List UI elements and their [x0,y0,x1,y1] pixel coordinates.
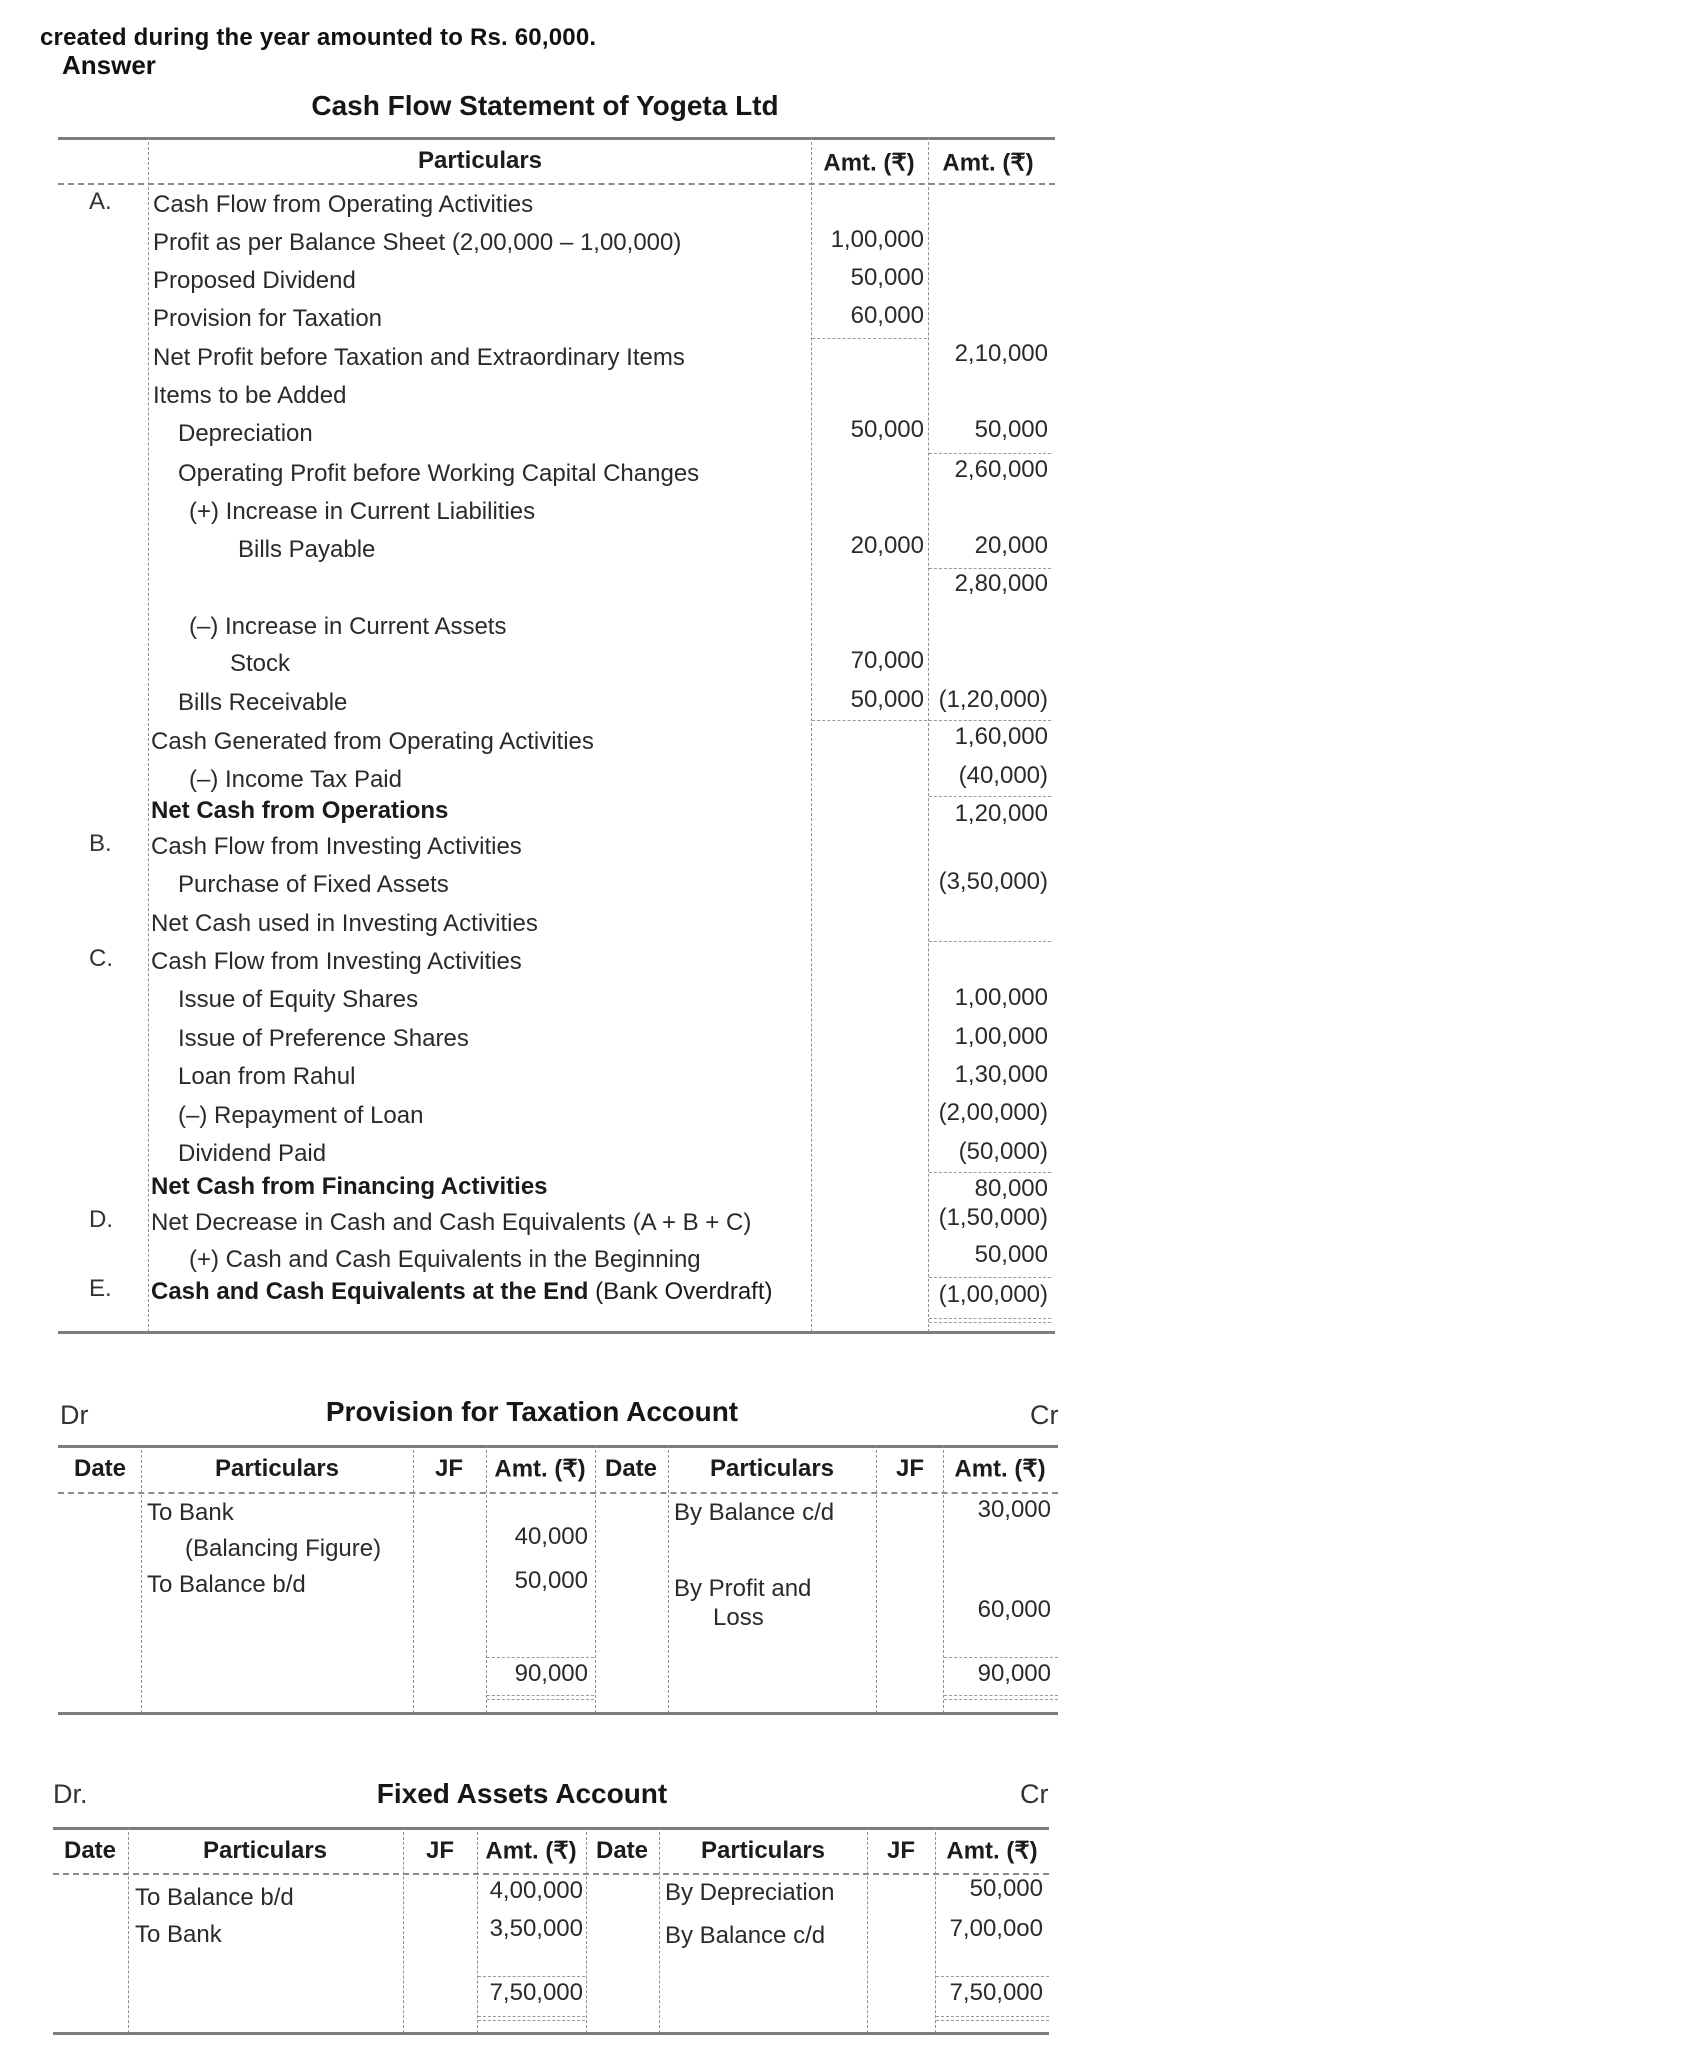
header-particulars-cr: Particulars [700,1837,826,1864]
row-text: Cash Flow from Investing Activities [151,833,522,860]
row-particulars [153,305,382,333]
row-text: Profit as per Balance Sheet (2,00,000 – 1,00,000) [153,229,682,256]
row-particulars [178,1063,355,1091]
header-bottom-border [58,183,1055,185]
table-top-border [58,137,1055,140]
section-label: A. [89,188,112,215]
column-divider [403,1827,404,2033]
debit-amount: 40,000 [514,1523,588,1550]
amount-col2: (3,50,000) [938,868,1048,895]
header-amount: Amt. (₹) [485,1837,577,1865]
amount-col2: 2,10,000 [954,340,1048,367]
debit-particulars: To Bank [135,1921,222,1948]
header-amt2: Amt. (₹) [942,149,1034,177]
row-text: Loan from Rahul [178,1063,356,1090]
header-particulars: Particulars [202,1837,328,1864]
row-text: (+) Cash and Cash Equivalents in the Beginning [189,1246,701,1273]
dr-label: Dr [60,1400,89,1430]
amount-col2: 50,000 [974,416,1048,443]
total-rule [487,1657,594,1658]
row-text-suffix: (Bank Overdraft) [588,1278,773,1305]
header-date-cr: Date [595,1837,649,1864]
credit-amount: 7,00,0o0 [949,1915,1043,1942]
debit-total: 7,50,000 [489,1979,583,2006]
amt2-column-divider [928,137,929,1332]
debit-particulars: To Balance b/d [147,1571,306,1598]
row-particulars [189,498,535,526]
header-bottom-border [53,1873,1049,1875]
row-particulars [151,948,522,976]
row-particulars [238,536,375,564]
row-particulars [178,420,313,448]
row-text: Items to be Added [153,382,347,409]
row-particulars [151,797,448,825]
row-particulars [189,1246,701,1274]
amt1-column-divider [811,137,812,1332]
double-rule [929,1318,1051,1319]
rule [929,720,1051,721]
column-divider [876,1445,877,1713]
row-particulars [178,1140,326,1168]
row-particulars [151,1209,751,1237]
amount-col1: 50,000 [850,416,924,443]
header-particulars: Particulars [417,147,543,174]
amount-col2: (1,50,000) [938,1204,1048,1231]
amount-col2: (40,000) [958,762,1048,789]
cash-flow-title: Cash Flow Statement of Yogeta Ltd [311,90,779,121]
header-amount-cr: Amt. (₹) [954,1455,1046,1483]
rule [929,1172,1051,1173]
amount-col2: 50,000 [974,1241,1048,1268]
row-text: Bills Receivable [178,689,348,716]
row-particulars [189,613,506,641]
header-jf: JF [425,1837,455,1864]
double-rule [478,2016,585,2017]
row-particulars [178,460,699,488]
header-particulars-cr: Particulars [709,1455,835,1482]
cr-label: Cr [1030,1400,1059,1430]
double-rule [936,2016,1049,2017]
row-text: Stock [230,650,291,677]
provision-title: Provision for Taxation Account [325,1396,739,1427]
debit-amount: 3,50,000 [489,1915,583,1942]
row-text: Bills Payable [238,536,376,563]
credit-amount: 60,000 [977,1596,1051,1623]
column-divider [586,1827,587,2033]
credit-amount: 30,000 [977,1496,1051,1523]
answer-heading: Answer [62,50,156,80]
header-date-cr: Date [604,1455,658,1482]
rule [812,720,927,721]
amount-col2: (2,00,000) [938,1099,1048,1126]
row-particulars [151,833,522,861]
column-divider [413,1445,414,1713]
row-text: Cash Generated from Operating Activities [151,728,594,755]
row-text: Depreciation [178,420,313,447]
credit-particulars: By Depreciation [665,1879,835,1906]
rule [929,453,1051,454]
row-particulars [151,1173,548,1201]
column-divider [477,1827,478,2033]
column-divider [943,1445,944,1713]
row-particulars [153,382,346,410]
debit-amount: 4,00,000 [489,1877,583,1904]
amount-col1: 20,000 [850,532,924,559]
amount-col2: 1,30,000 [954,1061,1048,1088]
debit-particulars: (Balancing Figure) [185,1535,382,1562]
row-particulars [178,1025,469,1053]
header-date: Date [63,1837,117,1864]
row-text: Net Cash from Financing Activities [151,1173,548,1200]
column-divider [141,1445,142,1713]
header-amt1: Amt. (₹) [823,149,915,177]
row-particulars [153,229,681,257]
header-amount-cr: Amt. (₹) [946,1837,1038,1865]
amount-col1: 60,000 [850,302,924,329]
table-bottom-border [58,1331,1055,1334]
row-text: Operating Profit before Working Capital Changes [178,460,700,487]
header-bottom-border [58,1492,1058,1494]
header-jf-cr: JF [886,1837,916,1864]
row-text: Net Profit before Taxation and Extraordinary Items [153,344,685,371]
column-divider [595,1445,596,1713]
row-particulars [151,728,594,756]
total-rule [478,1976,585,1977]
row-particulars [151,910,538,938]
amount-col2: 1,60,000 [954,723,1048,750]
row-text: Issue of Equity Shares [178,986,419,1013]
amount-col1: 50,000 [850,686,924,713]
credit-total: 7,50,000 [949,1979,1043,2006]
header-jf-cr: JF [895,1455,925,1482]
rule [929,941,1051,942]
amount-col2: (50,000) [958,1138,1048,1165]
row-text: (–) Repayment of Loan [178,1102,424,1129]
section-label: D. [89,1206,113,1233]
credit-particulars: Loss [713,1604,764,1631]
amount-col2: (1,20,000) [938,686,1048,713]
double-rule [487,1695,594,1696]
label-column-divider [148,137,149,1332]
amount-col2: 20,000 [974,532,1048,559]
double-rule [944,1699,1058,1700]
row-particulars [178,871,449,899]
table-bottom-border [58,1712,1058,1715]
row-text: Purchase of Fixed Assets [178,871,449,898]
row-particulars [153,344,685,372]
table-top-border [53,1827,1049,1830]
column-divider [128,1827,129,2033]
table-bottom-border [53,2032,1049,2035]
amount-col2: 1,00,000 [954,984,1048,1011]
column-divider [486,1445,487,1713]
row-particulars [151,1278,773,1306]
amount-col2: (1,00,000) [938,1281,1048,1308]
row-text: Provision for Taxation [153,305,383,332]
fixed-assets-title: Fixed Assets Account [376,1778,668,1809]
row-text: Net Cash from Operations [151,797,449,824]
amount-col1: 70,000 [850,647,924,674]
credit-particulars: By Profit and [674,1575,812,1602]
credit-amount: 50,000 [969,1875,1043,1902]
intro-text: created during the year amounted to Rs. 60,000. [40,24,597,51]
row-particulars [178,689,347,717]
row-text: (–) Increase in Current Assets [189,613,507,640]
amount-col1: 50,000 [850,264,924,291]
row-text: Cash Flow from Operating Activities [153,191,534,218]
double-rule [936,2020,1049,2021]
row-text: Issue of Preference Shares [178,1025,469,1052]
amount-col2: 1,20,000 [954,800,1048,827]
cr-label: Cr [1020,1779,1049,1809]
row-particulars [230,650,290,678]
rule [929,1277,1051,1278]
credit-particulars: By Balance c/d [674,1499,835,1526]
dr-label: Dr. [53,1779,88,1809]
header-particulars: Particulars [214,1455,340,1482]
header-amount: Amt. (₹) [494,1455,586,1483]
amount-col2: 80,000 [974,1175,1048,1202]
debit-particulars: To Balance b/d [135,1884,294,1911]
rule [929,796,1051,797]
total-rule [944,1657,1058,1658]
header-jf: JF [434,1455,464,1482]
rule [929,568,1051,569]
row-text: Net Decrease in Cash and Cash Equivalents (A + B + C) [151,1209,752,1236]
row-text: Cash Flow from Investing Activities [151,948,522,975]
row-particulars [153,191,533,219]
row-text: (–) Income Tax Paid [189,766,402,793]
header-date: Date [73,1455,127,1482]
section-label: B. [89,830,112,857]
double-rule [478,2020,585,2021]
credit-total: 90,000 [977,1660,1051,1687]
amount-col2: 1,00,000 [954,1023,1048,1050]
column-divider [935,1827,936,2033]
row-text: (+) Increase in Current Liabilities [189,498,536,525]
rule [812,338,927,339]
row-text: Dividend Paid [178,1140,327,1167]
row-particulars [178,986,418,1014]
debit-amount: 50,000 [514,1567,588,1594]
debit-particulars: To Bank [147,1499,234,1526]
row-particulars [178,1102,423,1130]
column-divider [659,1827,660,2033]
row-text: Proposed Dividend [153,267,356,294]
debit-total: 90,000 [514,1660,588,1687]
row-text: Net Cash used in Investing Activities [151,910,538,937]
double-rule [487,1699,594,1700]
total-rule [936,1976,1049,1977]
row-particulars [189,766,402,794]
section-label: E. [89,1275,112,1302]
column-divider [668,1445,669,1713]
amount-col2: 2,80,000 [954,570,1048,597]
row-text: Cash and Cash Equivalents at the End [151,1278,589,1305]
section-label: C. [89,945,113,972]
table-top-border [58,1445,1058,1448]
double-rule [929,1322,1051,1323]
double-rule [944,1695,1058,1696]
credit-particulars: By Balance c/d [665,1922,826,1949]
amount-col2: 2,60,000 [954,456,1048,483]
amount-col1: 1,00,000 [830,226,924,253]
row-particulars [153,267,356,295]
column-divider [867,1827,868,2033]
